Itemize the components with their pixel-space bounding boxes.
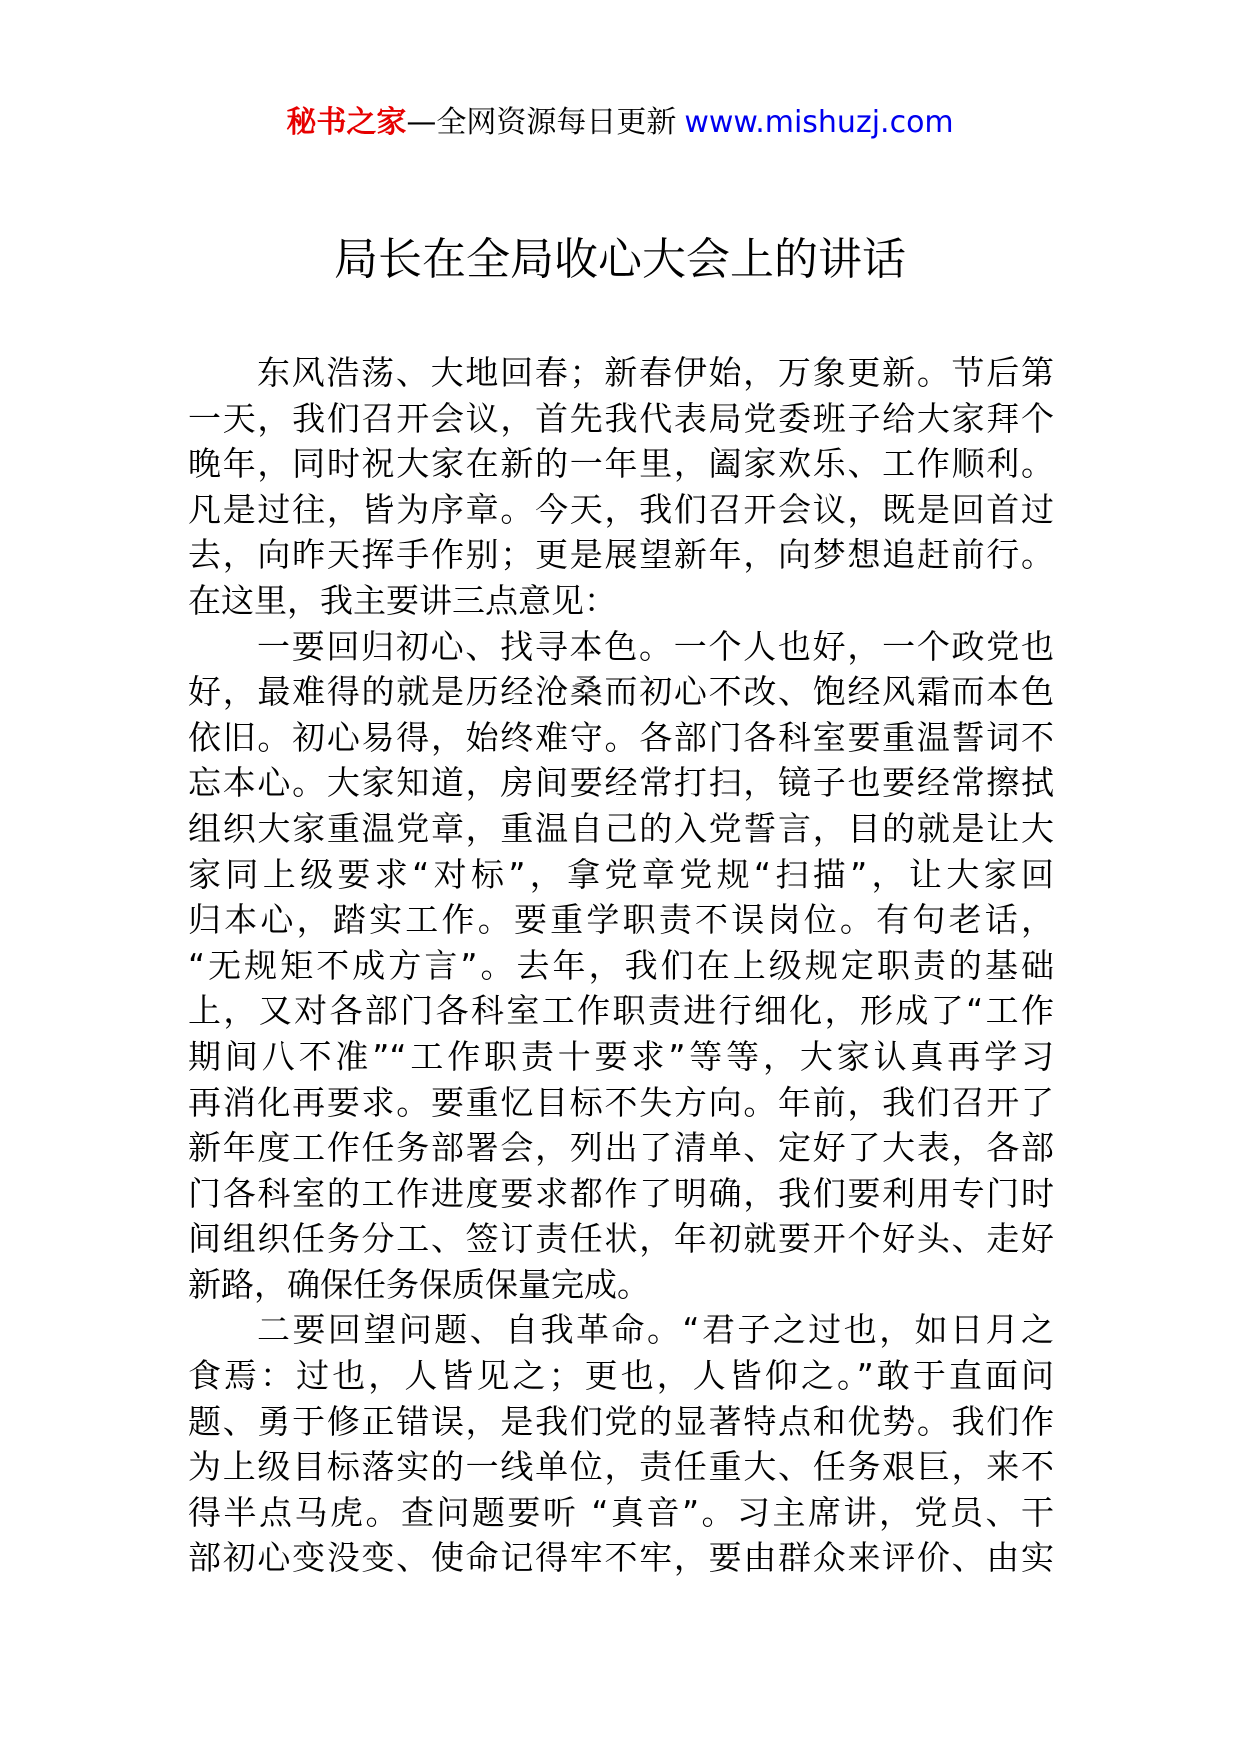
brand-name: 秘书之家	[286, 105, 407, 140]
body-line: 归本心，踏实工作。要重学职责不误岗位。有句老话，	[188, 900, 1054, 940]
body-line: 部初心变没变、使命记得牢不牢，要由群众来评价、由实	[188, 1538, 1054, 1578]
body-line: 上，又对各部门各科室工作职责进行细化，形成了“工作	[188, 991, 1054, 1031]
body-line: 再消化再要求。要重忆目标不失方向。年前，我们召开了	[188, 1082, 1054, 1122]
body-line: 晚年，同时祝大家在新的一年里，阖家欢乐、工作顺利。	[188, 444, 1054, 484]
body-line: 期间八不准”“工作职责十要求”等等，大家认真再学习	[188, 1036, 1054, 1076]
site-header	[0, 103, 1240, 143]
body-line: 去，向昨天挥手作别；更是展望新年，向梦想追赶前行。	[188, 535, 1054, 575]
document-title: 局长在全局收心大会上的讲话	[334, 234, 906, 285]
site-url: www.mishuzj.com	[684, 105, 954, 140]
body-line: 为上级目标落实的一线单位，责任重大、任务艰巨，来不	[188, 1447, 1054, 1487]
body-line: “无规矩不成方言”。去年，我们在上级规定职责的基础	[188, 945, 1054, 985]
body-line: 得半点马虎。查问题要听 “真音”。习主席讲，党员、干	[188, 1492, 1054, 1532]
document-body	[188, 350, 1054, 1581]
body-line: 门各科室的工作进度要求都作了明确，我们要利用专门时	[188, 1173, 1054, 1213]
body-line: 一天，我们召开会议，首先我代表局党委班子给大家拜个	[188, 398, 1054, 438]
paragraph-3	[188, 1307, 1054, 1581]
body-line: 二要回望问题、自我革命。“君子之过也，如日月之	[257, 1310, 1054, 1350]
body-line: 凡是过往，皆为序章。今天，我们召开会议，既是回首过	[188, 489, 1054, 529]
body-line: 在这里，我主要讲三点意见：	[188, 580, 617, 620]
body-line: 好，最难得的就是历经沧桑而初心不改、饱经风霜而本色	[188, 672, 1054, 712]
body-line: 依旧。初心易得，始终难守。各部门各科室要重温誓词不	[188, 717, 1054, 757]
body-line: 食焉：过也，人皆见之；更也，人皆仰之。”敢于直面问	[188, 1356, 1054, 1396]
body-line: 组织大家重温党章，重温自己的入党誓言，目的就是让大	[188, 808, 1054, 848]
paragraph-1	[188, 350, 1054, 624]
header-tagline: —全网资源每日更新	[406, 105, 677, 140]
body-line: 忘本心。大家知道，房间要经常打扫，镜子也要经常擦拭	[188, 763, 1054, 803]
body-line: 东风浩荡、大地回春；新春伊始，万象更新。节后第	[257, 353, 1054, 392]
body-line: 题、勇于修正错误，是我们党的显著特点和优势。我们作	[188, 1401, 1054, 1441]
body-line: 一要回归初心、找寻本色。一个人也好，一个政党也	[257, 626, 1054, 666]
body-line: 家同上级要求“对标”，拿党章党规“扫描”，让大家回	[188, 854, 1054, 894]
body-line: 间组织任务分工、签订责任状，年初就要开个好头、走好	[188, 1219, 1054, 1259]
body-line: 新年度工作任务部署会，列出了清单、定好了大表，各部	[188, 1128, 1054, 1168]
body-line: 新路，确保任务保质保量完成。	[188, 1264, 650, 1304]
paragraph-2	[188, 624, 1054, 1308]
